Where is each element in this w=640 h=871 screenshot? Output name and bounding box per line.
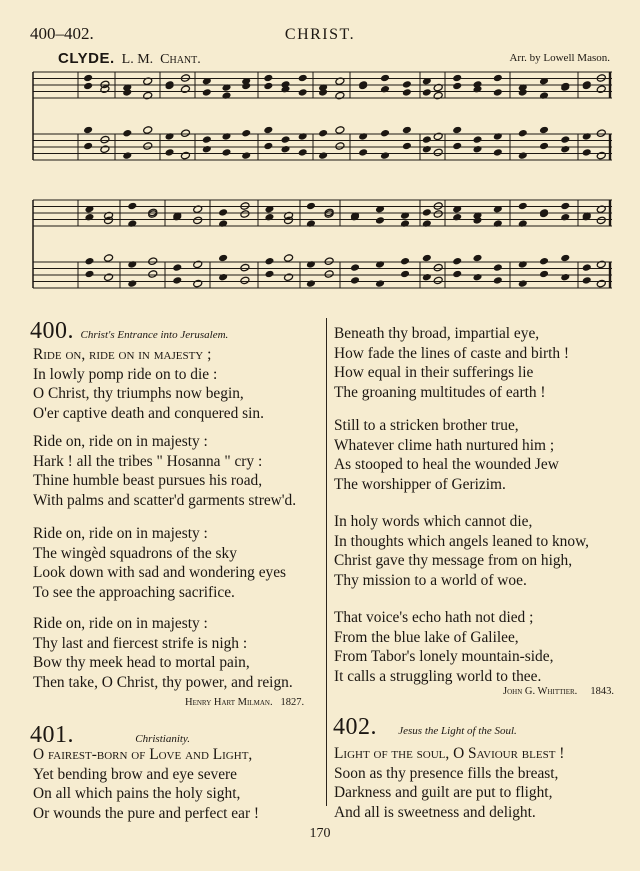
alto-note (127, 219, 137, 228)
bass-note (433, 148, 443, 157)
tenor-note (433, 132, 443, 141)
tenor-note (518, 260, 528, 269)
alto-note (180, 85, 190, 94)
tenor-note (335, 126, 345, 135)
bass-note (375, 279, 385, 288)
verse-line: In holy words which cannot die, (334, 513, 533, 530)
tenor-note (172, 263, 182, 272)
tenor-note (180, 129, 190, 138)
tenor-note (380, 129, 390, 138)
tune-name: CLYDE. (58, 50, 115, 67)
alto-note (539, 91, 549, 100)
verse-line: Darkness and guilt are put to flight, (334, 784, 553, 801)
hymn-402-verse-1 (334, 744, 564, 822)
hymn-401-number: 401. (30, 722, 74, 748)
tenor-note (281, 135, 291, 144)
verse-line: Whatever clime hath nurtured him ; (334, 436, 555, 454)
tenor-note (263, 126, 273, 135)
bass-note (350, 276, 360, 285)
bass-note (473, 273, 483, 282)
bass-note (422, 273, 432, 282)
tenor-note (122, 129, 132, 138)
bass-note (180, 151, 190, 160)
bass-note (284, 273, 294, 282)
alto-note (380, 85, 390, 94)
bass-note (335, 142, 345, 151)
alto-note (298, 88, 308, 97)
verse-line: Yet bending brow and eye severe (33, 765, 238, 783)
verse-line: O fairest-born of Love and Light, (33, 746, 253, 763)
bass-note (306, 279, 316, 288)
bass-note (493, 148, 503, 157)
soprano-note (83, 74, 93, 83)
tenor-note (596, 260, 606, 269)
bass-note (165, 148, 175, 157)
verse-line: To see the approaching sacrifice. (33, 583, 235, 601)
verse-line: From Tabor's lonely mountain-side, (334, 648, 554, 665)
verse-line: O'er captive death and conquered sin. (33, 404, 264, 422)
alto-note (433, 91, 443, 100)
hymn-401-subtitle: Christianity. (135, 733, 190, 745)
alto-note (202, 88, 212, 97)
hymn-401-attribution (503, 686, 614, 697)
verse-line: On all which pains the holy sight, (33, 785, 241, 802)
bass-note (298, 148, 308, 157)
tenor-note (127, 260, 137, 269)
verse-line: From the blue lake of Galilee, (334, 628, 519, 646)
verse-line: The wingèd squadrons of the sky (33, 544, 237, 562)
tenor-note (284, 254, 294, 263)
verse-line: How fade the lines of caste and birth ! (334, 344, 570, 362)
bass-note (539, 142, 549, 151)
verse-line: Look down with sad and wondering eyes (33, 564, 287, 581)
alto-note (264, 213, 274, 222)
alto-note (83, 82, 93, 91)
bass-note (318, 151, 328, 160)
verse-line: That voice's echo hath not died ; (334, 609, 534, 626)
verse-line: Thine humble beast pursues his road, (33, 472, 263, 489)
tenor-note (324, 257, 334, 266)
alto-note (422, 88, 432, 97)
bass-note (122, 151, 132, 160)
tenor-note (100, 135, 110, 144)
bass-note (264, 270, 274, 279)
hymn-number-range: 400–402. (30, 24, 94, 43)
bass-note (452, 142, 462, 151)
bass-note (240, 276, 250, 285)
alto-note (84, 213, 94, 222)
bass-note (281, 145, 291, 154)
soprano-note (306, 202, 316, 211)
alto-note (596, 85, 606, 94)
tenor-note (402, 126, 412, 135)
hymn-401-verse-5 (334, 608, 553, 686)
soprano-note (560, 202, 570, 211)
bass-note (222, 148, 232, 157)
hymn-401-verse-1 (33, 745, 259, 823)
tenor-note (452, 126, 462, 135)
alto-note (143, 91, 153, 100)
tenor-note (350, 263, 360, 272)
tenor-note (473, 254, 483, 263)
hymn-402-subtitle: Jesus the Light of the Soul. (398, 725, 517, 737)
hymn-400-verse-4 (33, 614, 293, 692)
bass-note (402, 142, 412, 151)
bass-note (84, 270, 94, 279)
bass-note (172, 276, 182, 285)
tenor-note (83, 126, 93, 135)
verse-line: Christ gave thy message from on high, (334, 552, 573, 569)
alto-note (493, 88, 503, 97)
tenor-note (539, 126, 549, 135)
tune-kind: Chant. (160, 52, 201, 67)
column-divider (326, 318, 327, 806)
alto-note (422, 219, 432, 228)
tenor-note (560, 135, 570, 144)
author: John G. Whittier. (503, 686, 578, 697)
soprano-note (452, 74, 462, 83)
verse-line: Ride on, ride on in majesty : (33, 615, 208, 632)
bass-note (241, 151, 251, 160)
tenor-note (264, 257, 274, 266)
verse-line: It calls a struggling world to thee. (334, 667, 542, 685)
hymn-400-heading (30, 318, 228, 345)
tenor-note (582, 263, 592, 272)
bass-note (596, 279, 606, 288)
hymn-400-number: 400. (30, 318, 74, 344)
verse-line: O Christ, thy triumphs now begin, (33, 385, 244, 402)
tenor-note (218, 254, 228, 263)
bass-note (560, 273, 570, 282)
soprano-note (298, 74, 308, 83)
soprano-note (127, 202, 137, 211)
bass-note (324, 270, 334, 279)
alto-note (493, 219, 503, 228)
music-score (0, 60, 640, 310)
alto-note (433, 210, 443, 219)
tenor-note (452, 257, 462, 266)
alto-note (518, 219, 528, 228)
year: 1843. (590, 686, 615, 697)
alto-note (222, 91, 232, 100)
bass-note (560, 145, 570, 154)
tenor-note (422, 135, 432, 144)
hymn-400-verse-1 (33, 345, 264, 423)
alto-note (402, 88, 412, 97)
tenor-note (104, 254, 114, 263)
bass-note (148, 270, 158, 279)
alto-note (452, 213, 462, 222)
tenor-note (375, 260, 385, 269)
bass-note (380, 151, 390, 160)
verse-line: Ride on, ride on in majesty ; (33, 346, 212, 363)
alto-note (193, 216, 203, 225)
verse-line: Or wounds the pure and perfect ear ! (33, 804, 260, 822)
bass-note (143, 142, 153, 151)
soprano-note (493, 74, 503, 83)
verse-line: Light of the soul, O Saviour blest ! (334, 745, 565, 762)
tenor-note (306, 260, 316, 269)
hymn-400-subtitle: Christ's Entrance into Jerusalem. (80, 329, 229, 341)
tenor-note (241, 129, 251, 138)
alto-note (452, 82, 462, 91)
tune-meter: L. M. (121, 52, 154, 67)
bass-note (358, 148, 368, 157)
year: 1827. (280, 697, 305, 708)
hymn-402-number: 402. (333, 714, 377, 740)
bass-note (202, 145, 212, 154)
tenor-note (240, 263, 250, 272)
tenor-note (518, 129, 528, 138)
bass-note (104, 273, 114, 282)
alto-note (263, 82, 273, 91)
bass-note (433, 276, 443, 285)
hymn-402-heading (333, 714, 517, 741)
tenor-note (143, 126, 153, 135)
verse-line: Still to a stricken brother true, (334, 417, 519, 434)
tenor-note (493, 132, 503, 141)
bass-note (400, 270, 410, 279)
page-number: 170 (309, 826, 331, 841)
arranger-credit: Arr. by Lowell Mason. (509, 52, 610, 64)
verse-line: In lowly pomp ride on to die : (33, 365, 218, 383)
alto-note (596, 216, 606, 225)
tenor-note (148, 257, 158, 266)
alto-note (218, 219, 228, 228)
bass-note (518, 279, 528, 288)
verse-line: And all is sweetness and delight. (334, 803, 536, 821)
alto-note (306, 219, 316, 228)
bass-note (582, 148, 592, 157)
tenor-note (84, 257, 94, 266)
soprano-note (422, 208, 432, 217)
bass-note (127, 279, 137, 288)
verse-line: Thy mission to a world of woe. (334, 571, 527, 589)
tenor-note (298, 132, 308, 141)
soprano-note (263, 74, 273, 83)
tenor-note (596, 129, 606, 138)
tenor-note (422, 254, 432, 263)
bass-note (582, 276, 592, 285)
verse-line: Hark ! all the tribes " Hosanna " cry : (33, 452, 263, 470)
tenor-note (202, 135, 212, 144)
tenor-note (433, 263, 443, 272)
verse-line: With palms and scatter'd garments strew'd. (33, 491, 297, 509)
verse-line: Ride on, ride on in majesty : (33, 525, 208, 542)
alto-note (375, 216, 385, 225)
bass-note (193, 279, 203, 288)
alto-note (400, 219, 410, 228)
bass-note (518, 151, 528, 160)
verse-line: Beneath thy broad, impartial eye, (334, 325, 540, 342)
verse-line: Bow thy meek head to mortal pain, (33, 654, 250, 671)
bass-note (493, 276, 503, 285)
bass-note (539, 270, 549, 279)
tenor-note (165, 132, 175, 141)
bass-note (218, 273, 228, 282)
tenor-note (539, 257, 549, 266)
soprano-note (402, 80, 412, 89)
hymn-400-verse-2 (33, 432, 296, 510)
hymn-401-verse-2 (334, 324, 569, 402)
bass-note (100, 145, 110, 154)
tenor-note (358, 132, 368, 141)
tenor-note (400, 257, 410, 266)
bass-note (596, 151, 606, 160)
verse-line: The worshipper of Gerizim. (334, 475, 506, 493)
section-title: CHRIST. (284, 26, 356, 43)
bass-note (473, 145, 483, 154)
tenor-note (582, 132, 592, 141)
author: Henry Hart Milman. (185, 697, 273, 708)
alto-note (335, 91, 345, 100)
hymn-400-attribution (185, 697, 304, 708)
bass-note (452, 270, 462, 279)
tenor-note (493, 263, 503, 272)
bass-note (83, 142, 93, 151)
tenor-note (473, 135, 483, 144)
hymn-401-verse-4 (334, 512, 589, 590)
soprano-note (218, 208, 228, 217)
hymn-401-verse-3 (334, 416, 559, 494)
tenor-note (222, 132, 232, 141)
verse-line: As stooped to heal the wounded Jew (334, 456, 559, 473)
verse-line: In thoughts which angels leaned to know, (334, 532, 590, 550)
soprano-note (380, 74, 390, 83)
alto-note (560, 213, 570, 222)
tenor-note (560, 254, 570, 263)
verse-line: How equal in their sufferings lie (334, 364, 534, 381)
verse-line: The groaning multitudes of earth ! (334, 383, 546, 401)
hymn-400-verse-3 (33, 524, 286, 602)
verse-line: Ride on, ride on in majesty : (33, 433, 208, 450)
bass-note (263, 142, 273, 151)
bass-note (422, 145, 432, 154)
verse-line: Thy last and fiercest strife is nigh : (33, 634, 248, 652)
verse-line: Then take, O Christ, thy power, and reign. (33, 673, 293, 691)
tenor-note (318, 129, 328, 138)
verse-line: Soon as thy presence fills the breast, (334, 764, 559, 782)
alto-note (240, 210, 250, 219)
soprano-note (518, 202, 528, 211)
tenor-note (193, 260, 203, 269)
